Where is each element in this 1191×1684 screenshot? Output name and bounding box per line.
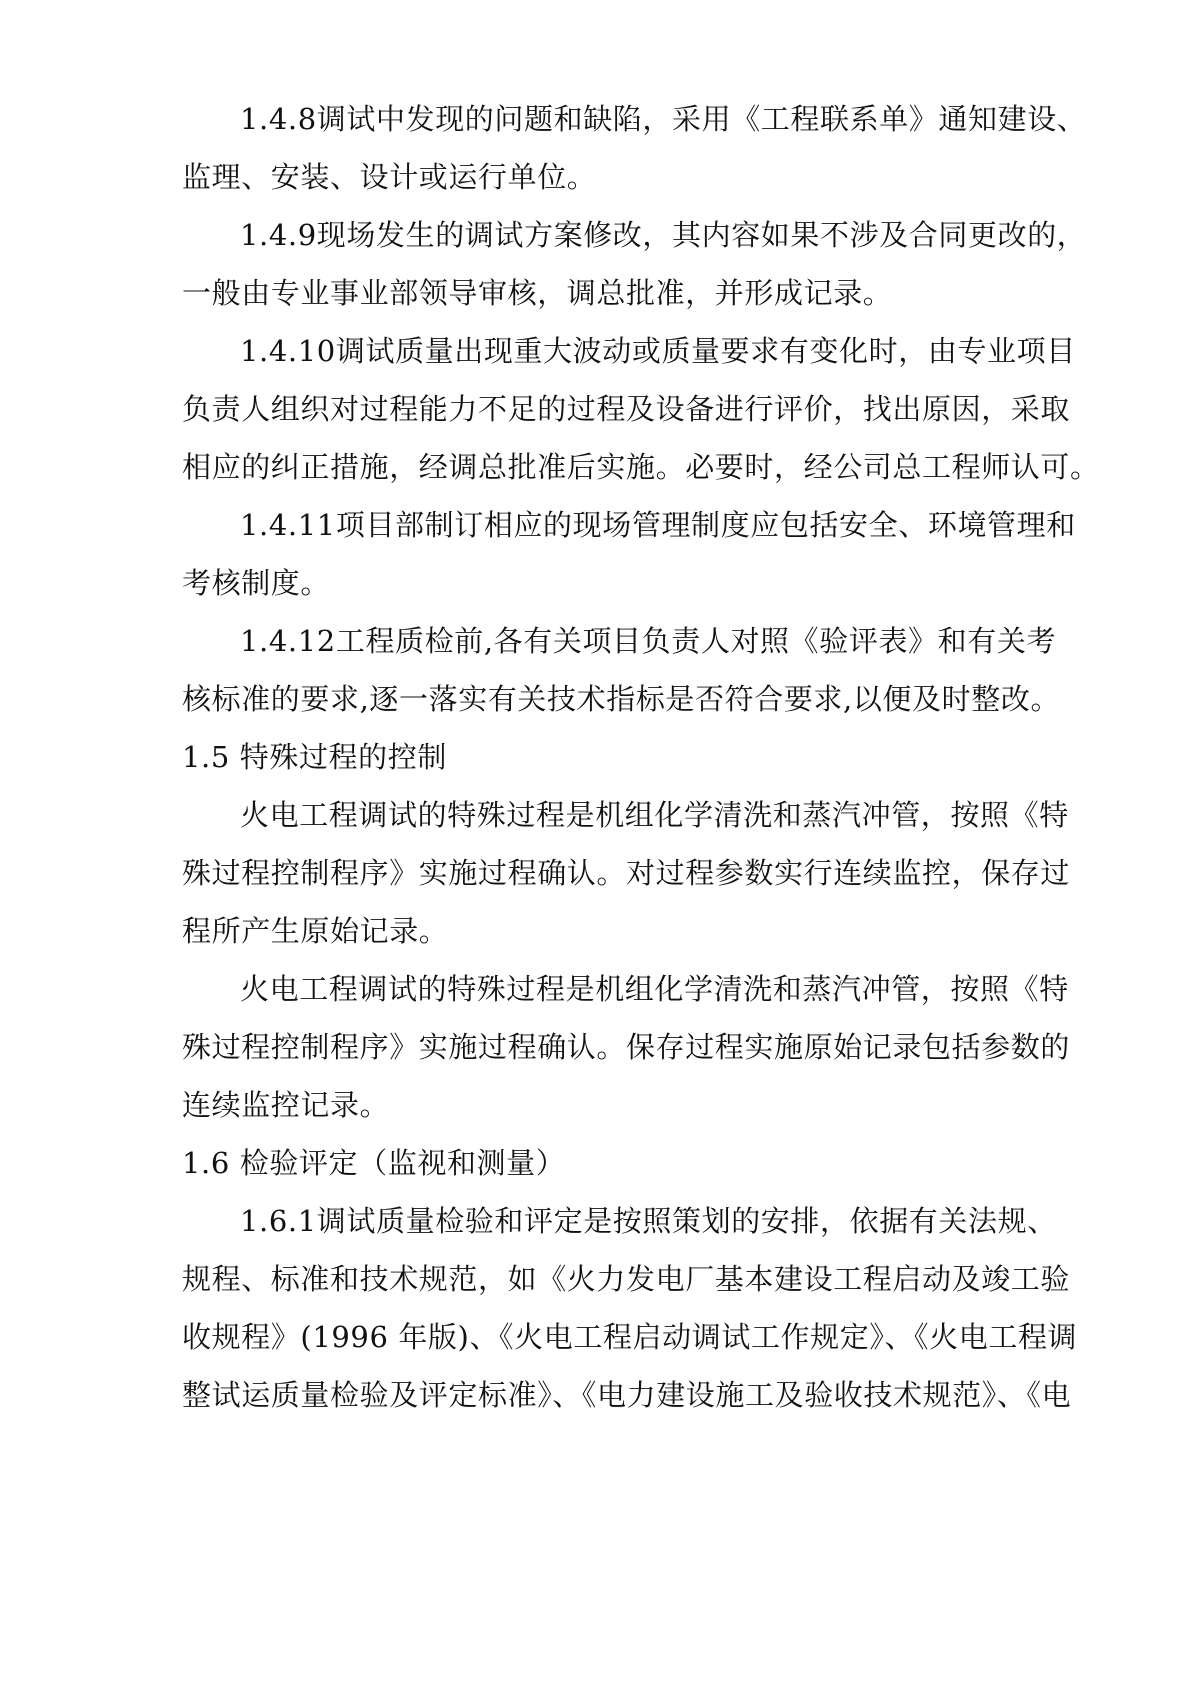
document-page [182,90,1100,1424]
text-line: 火电工程调试的特殊过程是机组化学清洗和蒸汽冲管，按照《特 [240,798,1069,832]
text-line: 1.4.12工程质检前,各有关项目负责人对照《验评表》和有关考 [240,624,1057,658]
text-line: 连续监控记录。 [182,1088,390,1122]
text-line: 整试运质量检验及评定标准》、《电力建设施工及验收技术规范》、《电 [182,1378,1072,1412]
text-line: 1.6.1调试质量检验和评定是按照策划的安排，依据有关法规、 [240,1204,1057,1238]
text-line: 负责人组织对过程能力不足的过程及设备进行评价，找出原因，采取 [182,392,1071,426]
text-line: 一般由专业事业部领导审核，调总批准，并形成记录。 [182,276,893,310]
text-line: 1.4.10调试质量出现重大波动或质量要求有变化时，由专业项目 [240,334,1076,368]
text-line: 相应的纠正措施，经调总批准后实施。必要时，经公司总工程师认可。 [182,450,1100,484]
text-line: 程所产生原始记录。 [182,914,449,948]
text-line: 殊过程控制程序》实施过程确认。对过程参数实行连续监控，保存过 [182,856,1071,890]
section-heading: 1.5 特殊过程的控制 [182,740,447,774]
text-line: 1.4.8调试中发现的问题和缺陷，采用《工程联系单》通知建设、 [240,102,1087,136]
text-line: 火电工程调试的特殊过程是机组化学清洗和蒸汽冲管，按照《特 [240,972,1069,1006]
text-line: 收规程》(1996 年版)、《火电工程启动调试工作规定》、《火电工程调 [182,1320,1078,1354]
text-line: 1.4.11项目部制订相应的现场管理制度应包括安全、环境管理和 [240,508,1076,542]
text-line: 监理、安装、设计或运行单位。 [182,160,597,194]
text-line: 考核制度。 [182,566,331,600]
text-line: 核标准的要求,逐一落实有关技术指标是否符合要求,以便及时整改。 [182,682,1061,716]
text-line: 规程、标准和技术规范，如《火力发电厂基本建设工程启动及竣工验 [182,1262,1071,1296]
section-heading: 1.6 检验评定（监视和测量） [182,1146,566,1180]
text-line: 殊过程控制程序》实施过程确认。保存过程实施原始记录包括参数的 [182,1030,1071,1064]
text-line: 1.4.9现场发生的调试方案修改，其内容如果不涉及合同更改的， [240,218,1087,252]
